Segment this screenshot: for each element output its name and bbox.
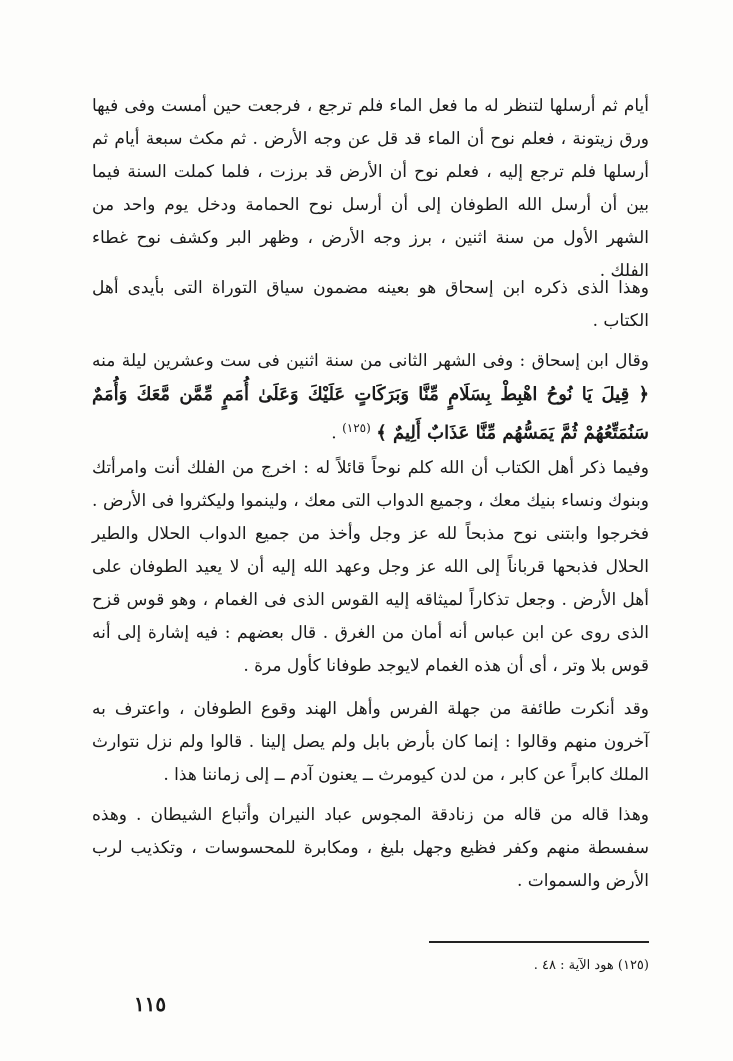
- paragraph-torah-context: وهذا الذى ذكره ابن إسحاق هو بعينه مضمون سياق التوراة التى بأيدى أهل الكتاب .: [92, 278, 649, 331]
- paragraph-denial: وقد أنكرت طائفة من جهلة الفرس وأهل الهند وقوع الطوفان ، واعترف به آخرون منهم وقالوا : إنما كان بأرض بابل ولم يصل إلينا . قالوا ولم نزل نتوارث الملك كابراً عن كابر ، من لدن كيومرث ــ يعنون آدم ــ إلى زماننا هذا .: [92, 699, 649, 785]
- footnote-reference: (١٢٥): [342, 421, 371, 435]
- paragraph-refutation: وهذا قاله من قاله من زنادقة المجوس عباد النيران وأتباع الشيطان . وهذه سفسطة منهم وكفر فظيع وجهل بليغ ، ومكابرة للمحسوسات ، وتكذيب لرب الأرض والسموات .: [92, 805, 649, 891]
- verse-intro-text: وقال ابن إسحاق : وفى الشهر الثانى من سنة اثنين فى ست وعشرين ليلة منه: [92, 351, 649, 371]
- paragraph-dove-return: أيام ثم أرسلها لتنظر له ما فعل الماء فلم ترجع ، فرجعت حين أمست وفى فيها ورق زيتونة ، فعلم نوح أن الماء قد قل عن وجه الأرض . ثم مكث سبعة أيام ثم أرسلها فلم ترجع إليه ، فعلم نوح أن الأرض قد برزت ، فلما كملت السنة فيما بين أن أرسل الله الطوفان إلى أن أرسل نوح الحمامة ودخل يوم واحد من الشهر الأول من سنة اثنين ، برز وجه الأرض ، وظهر البر وكشف نوح غطاء الفلك .: [92, 96, 649, 281]
- quran-verse: ﴿ قِيلَ يَا نُوحُ اهْبِطْ بِسَلَامٍ مِّنَّا وَبَرَكَاتٍ عَلَيْكَ وَعَلَىٰ أُمَمٍ مِّمَّن مَّعَكَ وَأُمَمٌ سَنُمَتِّعُهُمْ ثُمَّ يَمَسُّهُم مِّنَّا عَذَابٌ أَلِيمٌ ﴾: [92, 384, 649, 444]
- verse-end-mark: .: [331, 423, 337, 444]
- footnote-divider: [429, 941, 649, 943]
- footnote-text: (١٢٥) هود الآية : ٤٨ .: [533, 958, 649, 973]
- paragraph-quran-verse: [92, 345, 649, 451]
- paragraph-covenant: وفيما ذكر أهل الكتاب أن الله كلم نوحاً قائلاً له : اخرج من الفلك أنت وامرأتك وبنوك ونساء بنيك معك ، وجميع الدواب التى معك ، ولينموا وليكثروا فى الأرض . فخرجوا وابتنى نوح مذبحاً لله عز وجل وأخذ من جميع الدواب الحلال والطير الحلال فذبحها قرباناً إلى الله عز وجل وعهد الله إليه أن لا يعيد الطوفان على أهل الأرض . وجعل تذكاراً لميثاقه إليه القوس الذى فى الغمام ، وهو قوس قزح الذى روى عن ابن عباس أنه أمان من الغرق . قال بعضهم : فيه إشارة إلى أنه قوس بلا وتر ، أى أن هذه الغمام لايوجد طوفانا كأول مرة .: [92, 458, 649, 676]
- page-number: ١١٥: [133, 992, 167, 1016]
